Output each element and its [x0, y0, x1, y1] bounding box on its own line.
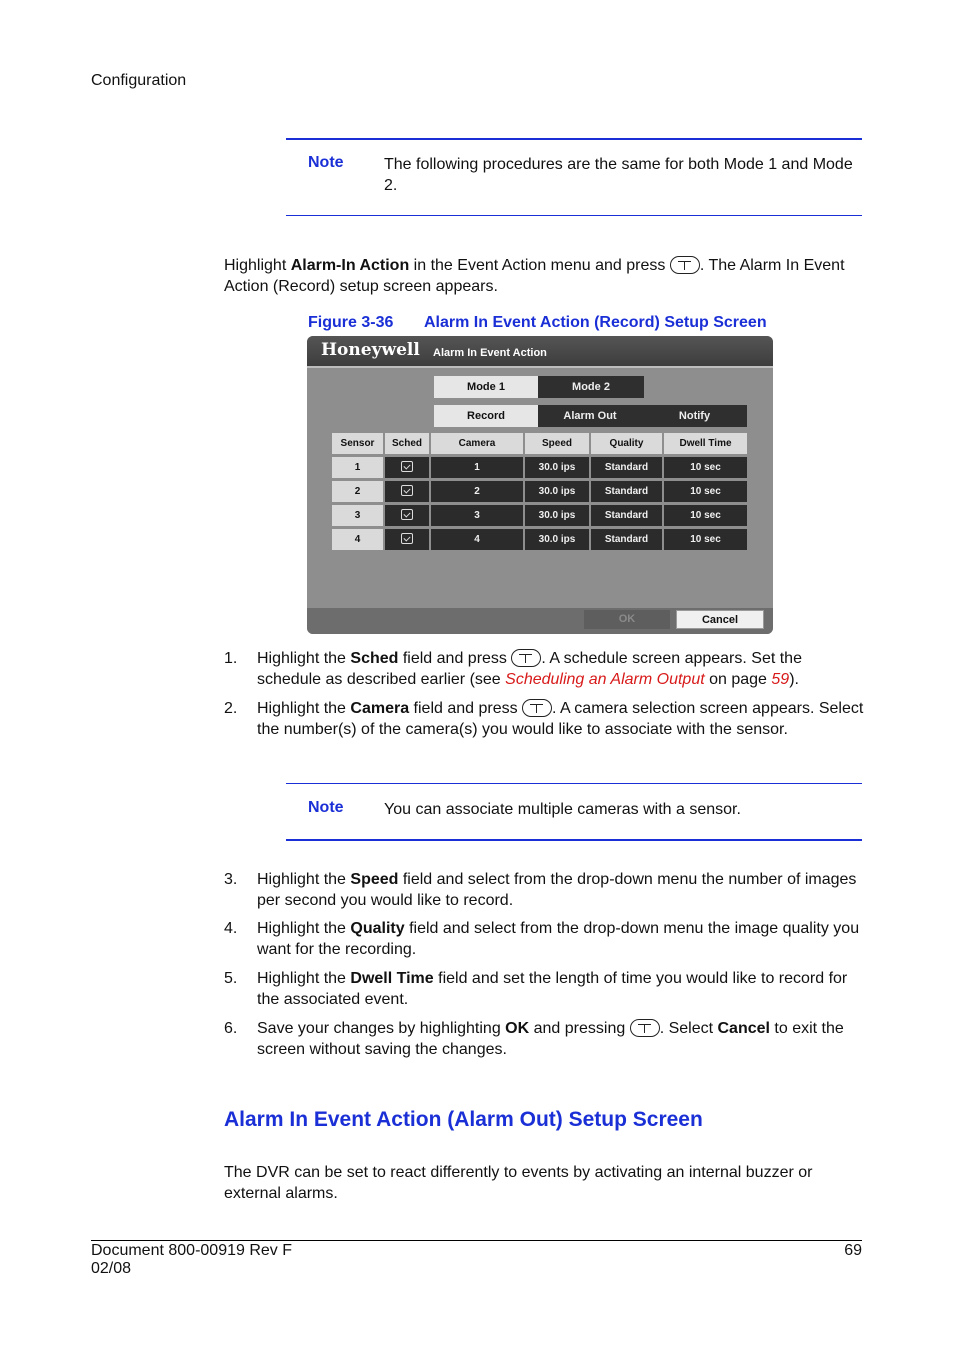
list-item: 2. Highlight the Camera field and press . A camera selection screen appears. Select the number(s) of the camera(s) you would like to associate with the sensor. [224, 700, 864, 738]
speed-field[interactable]: 30.0 ips [525, 457, 589, 478]
sched-field[interactable] [385, 505, 429, 526]
enter-key-icon [630, 1019, 660, 1037]
figure-title: Alarm In Event Action (Record) Setup Screen [424, 314, 767, 331]
note-top-rule [286, 783, 862, 784]
section-paragraph: The DVR can be set to react differently to events by activating an internal buzzer or external alarms. [224, 1164, 813, 1202]
dwell-time-field[interactable]: 10 sec [664, 529, 747, 550]
honeywell-logo: Honeywell [321, 340, 420, 360]
footer-rule [91, 1240, 862, 1241]
enter-key-icon [670, 256, 700, 274]
speed-field[interactable]: 30.0 ips [525, 481, 589, 502]
tab-mode-2[interactable]: Mode 2 [538, 376, 644, 398]
schedule-icon [401, 485, 413, 496]
note-bottom-rule [286, 839, 862, 841]
speed-field[interactable]: 30.0 ips [525, 505, 589, 526]
dvr-screen-title: Alarm In Event Action [433, 347, 547, 359]
list-item: 5. Highlight the Dwell Time field and set the length of time you would like to record for the associated event. [224, 970, 848, 1008]
list-item: 4. Highlight the Quality field and select from the drop-down menu the image quality you want for the recording. [224, 920, 860, 958]
note-text: The following procedures are the same for both Mode 1 and Mode 2. [384, 156, 853, 194]
column-header-camera: Camera [431, 433, 523, 454]
note-box [286, 154, 862, 204]
figure-number: Figure 3-36 [308, 314, 394, 331]
column-header-quality: Quality [591, 433, 662, 454]
quality-field[interactable]: Standard [591, 505, 662, 526]
table-row-sensor: 2 [332, 481, 383, 502]
column-header-sensor: Sensor [332, 433, 383, 454]
ok-button[interactable]: OK [584, 610, 670, 629]
schedule-icon [401, 509, 413, 520]
running-header: Configuration [91, 72, 187, 89]
enter-key-icon [522, 699, 552, 717]
list-item: 1. Highlight the Sched field and press . A schedule screen appears. Set the schedule as described earlier (see Scheduling an Alarm Output on page 59). [224, 650, 802, 688]
note-top-rule [286, 138, 862, 140]
quality-field[interactable]: Standard [591, 457, 662, 478]
speed-field[interactable]: 30.0 ips [525, 529, 589, 550]
sched-field[interactable] [385, 457, 429, 478]
quality-field[interactable]: Standard [591, 481, 662, 502]
schedule-icon [401, 533, 413, 544]
tab-notify[interactable]: Notify [642, 405, 747, 427]
list-item: 6. Save your changes by highlighting OK and pressing . Select Cancel to exit the screen without saving the changes. [224, 1020, 844, 1058]
note-label: Note [308, 799, 344, 816]
sched-field[interactable] [385, 529, 429, 550]
page-link[interactable]: 59 [771, 671, 790, 688]
quality-field[interactable]: Standard [591, 529, 662, 550]
dvr-title-bar [307, 336, 773, 366]
dvr-title-divider [307, 366, 773, 368]
list-item: 3. Highlight the Speed field and select from the drop-down menu the number of images per second you would like to record. [224, 871, 857, 909]
table-row-sensor: 4 [332, 529, 383, 550]
table-row-sensor: 1 [332, 457, 383, 478]
tab-mode-1[interactable]: Mode 1 [434, 376, 538, 398]
dwell-time-field[interactable]: 10 sec [664, 457, 747, 478]
camera-field[interactable]: 2 [431, 481, 523, 502]
column-header-dwell-time: Dwell Time [664, 433, 747, 454]
schedule-icon [401, 461, 413, 472]
sched-field[interactable] [385, 481, 429, 502]
scheduling-link[interactable]: Scheduling an Alarm Output [505, 671, 705, 688]
note-box [286, 799, 862, 823]
intro-paragraph: Highlight Alarm-In Action in the Event Action menu and press . The Alarm In Event Action (Record) setup screen appears. [224, 257, 845, 295]
column-header-sched: Sched [385, 433, 429, 454]
table-row-sensor: 3 [332, 505, 383, 526]
cancel-button[interactable]: Cancel [676, 610, 764, 629]
alarm-in-action-term: Alarm-In Action [290, 257, 410, 274]
dwell-time-field[interactable]: 10 sec [664, 505, 747, 526]
column-header-speed: Speed [525, 433, 589, 454]
enter-key-icon [511, 649, 541, 667]
note-label: Note [308, 154, 344, 171]
note-bottom-rule [286, 215, 862, 216]
tab-alarm-out[interactable]: Alarm Out [538, 405, 642, 427]
footer-date: 02/08 [91, 1260, 132, 1277]
camera-field[interactable]: 3 [431, 505, 523, 526]
camera-field[interactable]: 4 [431, 529, 523, 550]
dwell-time-field[interactable]: 10 sec [664, 481, 747, 502]
section-heading: Alarm In Event Action (Alarm Out) Setup Screen [224, 1108, 703, 1131]
camera-field[interactable]: 1 [431, 457, 523, 478]
note-text: You can associate multiple cameras with a sensor. [384, 801, 741, 818]
page-number: 69 [844, 1242, 862, 1259]
tab-record[interactable]: Record [434, 405, 538, 427]
dvr-setup-screen [307, 336, 773, 634]
footer-document-number: Document 800-00919 Rev F [91, 1242, 292, 1259]
